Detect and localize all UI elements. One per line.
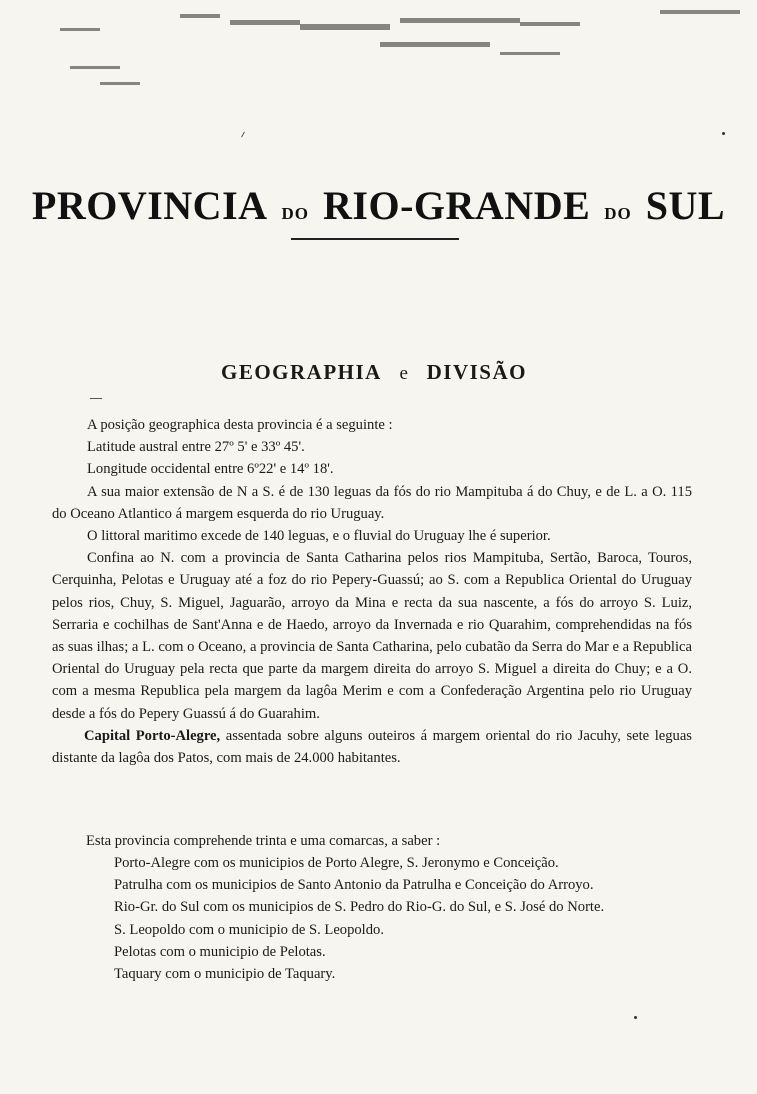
comarcas-intro: Esta provincia comprehende trinta e uma comarcas, a saber :: [86, 833, 441, 849]
title-word: PROVINCIA: [31, 183, 268, 228]
title-divider: [291, 238, 459, 240]
section-word: DIVISÃO: [426, 360, 527, 384]
margin-mark: [90, 398, 102, 399]
comarca-name: Porto-Alegre: [114, 855, 191, 871]
paragraph: A posição geographica desta provincia é a seguinte :: [87, 417, 393, 433]
page-title: [0, 182, 757, 229]
comarca-text: com os municipios de Porto Alegre, S. Jeronymo e Conceição.: [193, 855, 559, 871]
comarca-text: com o municipio de Taquary.: [165, 966, 336, 983]
capital-text: assentada sobre alguns outeiros á margem oriental do rio Jacuhy, sete leguas distante da lagôa dos Patos, com mais de 24.000 habitantes.: [52, 727, 692, 767]
list-item: [114, 941, 714, 963]
margin-mark: [241, 132, 245, 138]
ink-speck: [634, 1016, 637, 1019]
list-item: [114, 963, 714, 985]
comarcas-list: [114, 852, 714, 985]
ink-speck: [722, 132, 725, 135]
title-conjunction: DO: [604, 204, 632, 223]
comarca-name: S. Leopoldo: [114, 921, 186, 938]
paragraph: Confina ao N. com a provincia de Santa Catharina pelos rios Mampituba, Sertão, Baroca, Touros, Cerquinha, Pelotas e Uruguay até a foz do rio Pepery-Guassú; ao S. com a Republica Oriental do Uruguay pelos rios, Chuy, S. Miguel, Jaguarão, arroyo da Mina e recta da sua nascente, a fós do arroyo S. Luiz, Serraria e cochilhas de Sant'Anna e de Haedo, arroyo da Invernada e rio Quarahim, comprehendidas na fós as suas ilhas; a L. com o Oceano, a provincia de Santa Catharina, pelo cubatão da Serra do Mar e a Republica Oriental do Uruguay pela recta que parte da margem direita do arroyo S. Miguel a direita do Chuy; e a O. com a mesma Republica pela margem da lagôa Merim e com a Confederação Argentina pelo rio Uruguay desde a fós do Pepery Guassú á do Guarahim.: [52, 550, 692, 722]
list-item: [114, 874, 714, 896]
body-text: [52, 414, 692, 769]
section-conjunction: e: [399, 363, 408, 384]
capital-label: Capital Porto-Alegre,: [84, 727, 221, 744]
paragraph: Latitude austral entre 27º 5' e 33º 45'.: [87, 439, 305, 456]
comarca-text: com o municipio de Pelotas.: [159, 943, 326, 960]
comarca-name: Rio-Gr. do Sul: [114, 899, 200, 916]
comarca-text: com os municipios de Santo Antonio da Patrulha e Conceição do Arroyo.: [166, 877, 594, 894]
title-word: SUL: [645, 183, 726, 228]
section-heading: [0, 360, 748, 385]
comarca-name: Patrulha: [114, 877, 163, 894]
comarca-name: Pelotas: [114, 943, 157, 960]
title-word: RIO-GRANDE: [323, 183, 591, 228]
list-item: [114, 896, 714, 918]
paragraph: A sua maior extensão de N a S. é de 130 leguas da fós do rio Mampituba á do Chuy, e de L. a O. 115 do Oceano Atlantico á margem esquerda do rio Uruguay.: [52, 483, 692, 522]
scan-noise: [0, 0, 757, 110]
title-conjunction: DO: [281, 204, 310, 223]
comarca-name: Taquary: [114, 966, 162, 983]
section-word: GEOGRAPHIA: [221, 360, 381, 384]
comarca-text: com os municipios de S. Pedro do Rio-G. do Sul, e S. José do Norte.: [203, 899, 605, 916]
list-item: [114, 919, 714, 941]
paragraph: Longitude occidental entre 6º22' e 14º 18'.: [87, 461, 334, 478]
list-item: [114, 852, 714, 874]
paragraph: O littoral maritimo excede de 140 leguas, e o fluvial do Uruguay lhe é superior.: [87, 528, 551, 545]
comarca-text: com o municipio de S. Leopoldo.: [189, 921, 384, 938]
capital-paragraph: [52, 725, 692, 769]
